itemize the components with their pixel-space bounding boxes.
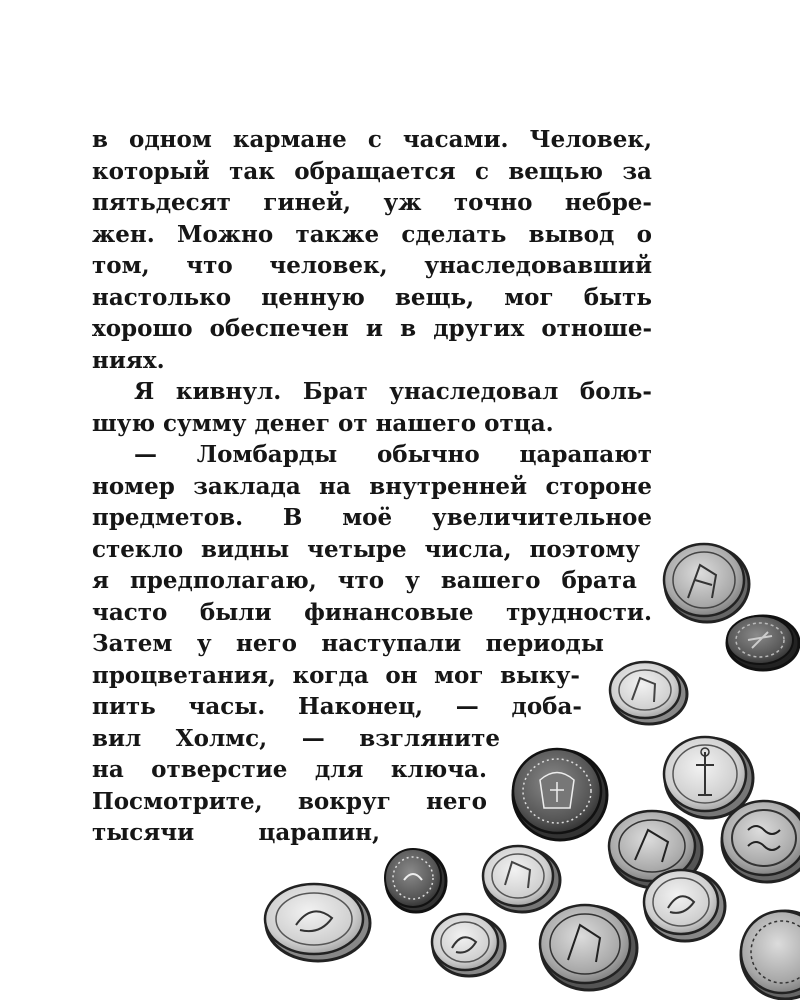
text-line: предметов. В моё увеличительное — [92, 504, 652, 531]
coin-icon — [540, 905, 637, 990]
text-line: вил Холмс, — взгляните — [92, 724, 500, 752]
text-line: стекло видны четыре числа, поэтому — [92, 535, 640, 563]
text-line: жен. Можно также сделать вывод о — [92, 220, 652, 248]
text-line: настолько ценную вещь, мог быть — [92, 283, 652, 311]
text-line: Затем у него наступали периоды — [92, 630, 604, 657]
text-line: шую сумму денег от нашего отца. — [92, 409, 554, 437]
coin-icon — [664, 737, 753, 818]
coin-icon — [265, 884, 370, 961]
text-line: Посмотрите, вокруг него — [92, 787, 487, 815]
text-line: который так обращается с вещью за — [92, 157, 652, 185]
text-line: ниях. — [92, 346, 165, 374]
coin-icon — [483, 846, 560, 912]
text-line: тысячи царапин, — [92, 819, 380, 846]
text-line: номер заклада на внутренней стороне — [92, 472, 652, 500]
coin-icon — [722, 801, 800, 882]
coin-icon — [610, 662, 687, 724]
coin-icon — [664, 544, 749, 622]
text-line: в одном кармане с часами. Человек, — [92, 126, 652, 153]
text-line: на отверстие для ключа. — [92, 756, 487, 783]
text-line: процветания, когда он мог выку- — [92, 661, 580, 689]
text-line: Я кивнул. Брат унаследовал боль- — [134, 378, 652, 405]
coin-icon — [513, 749, 607, 840]
text-line: я предполагаю, что у вашего брата — [92, 567, 637, 594]
coin-icon — [741, 911, 800, 999]
text-line: том, что человек, унаследовавший — [92, 252, 652, 279]
text-line: пить часы. Наконец, — доба- — [92, 693, 582, 720]
text-line: пятьдесят гиней, уж точно небре- — [92, 189, 652, 216]
coin-icon — [432, 914, 505, 976]
text-line: — Ломбарды обычно царапают — [134, 441, 652, 468]
coin-icon — [385, 849, 446, 912]
text-line: хорошо обеспечен и в других отноше- — [92, 315, 652, 342]
coin-icon — [727, 616, 799, 670]
coin-icon — [644, 870, 725, 941]
text-line: часто были финансовые трудности. — [92, 598, 652, 626]
